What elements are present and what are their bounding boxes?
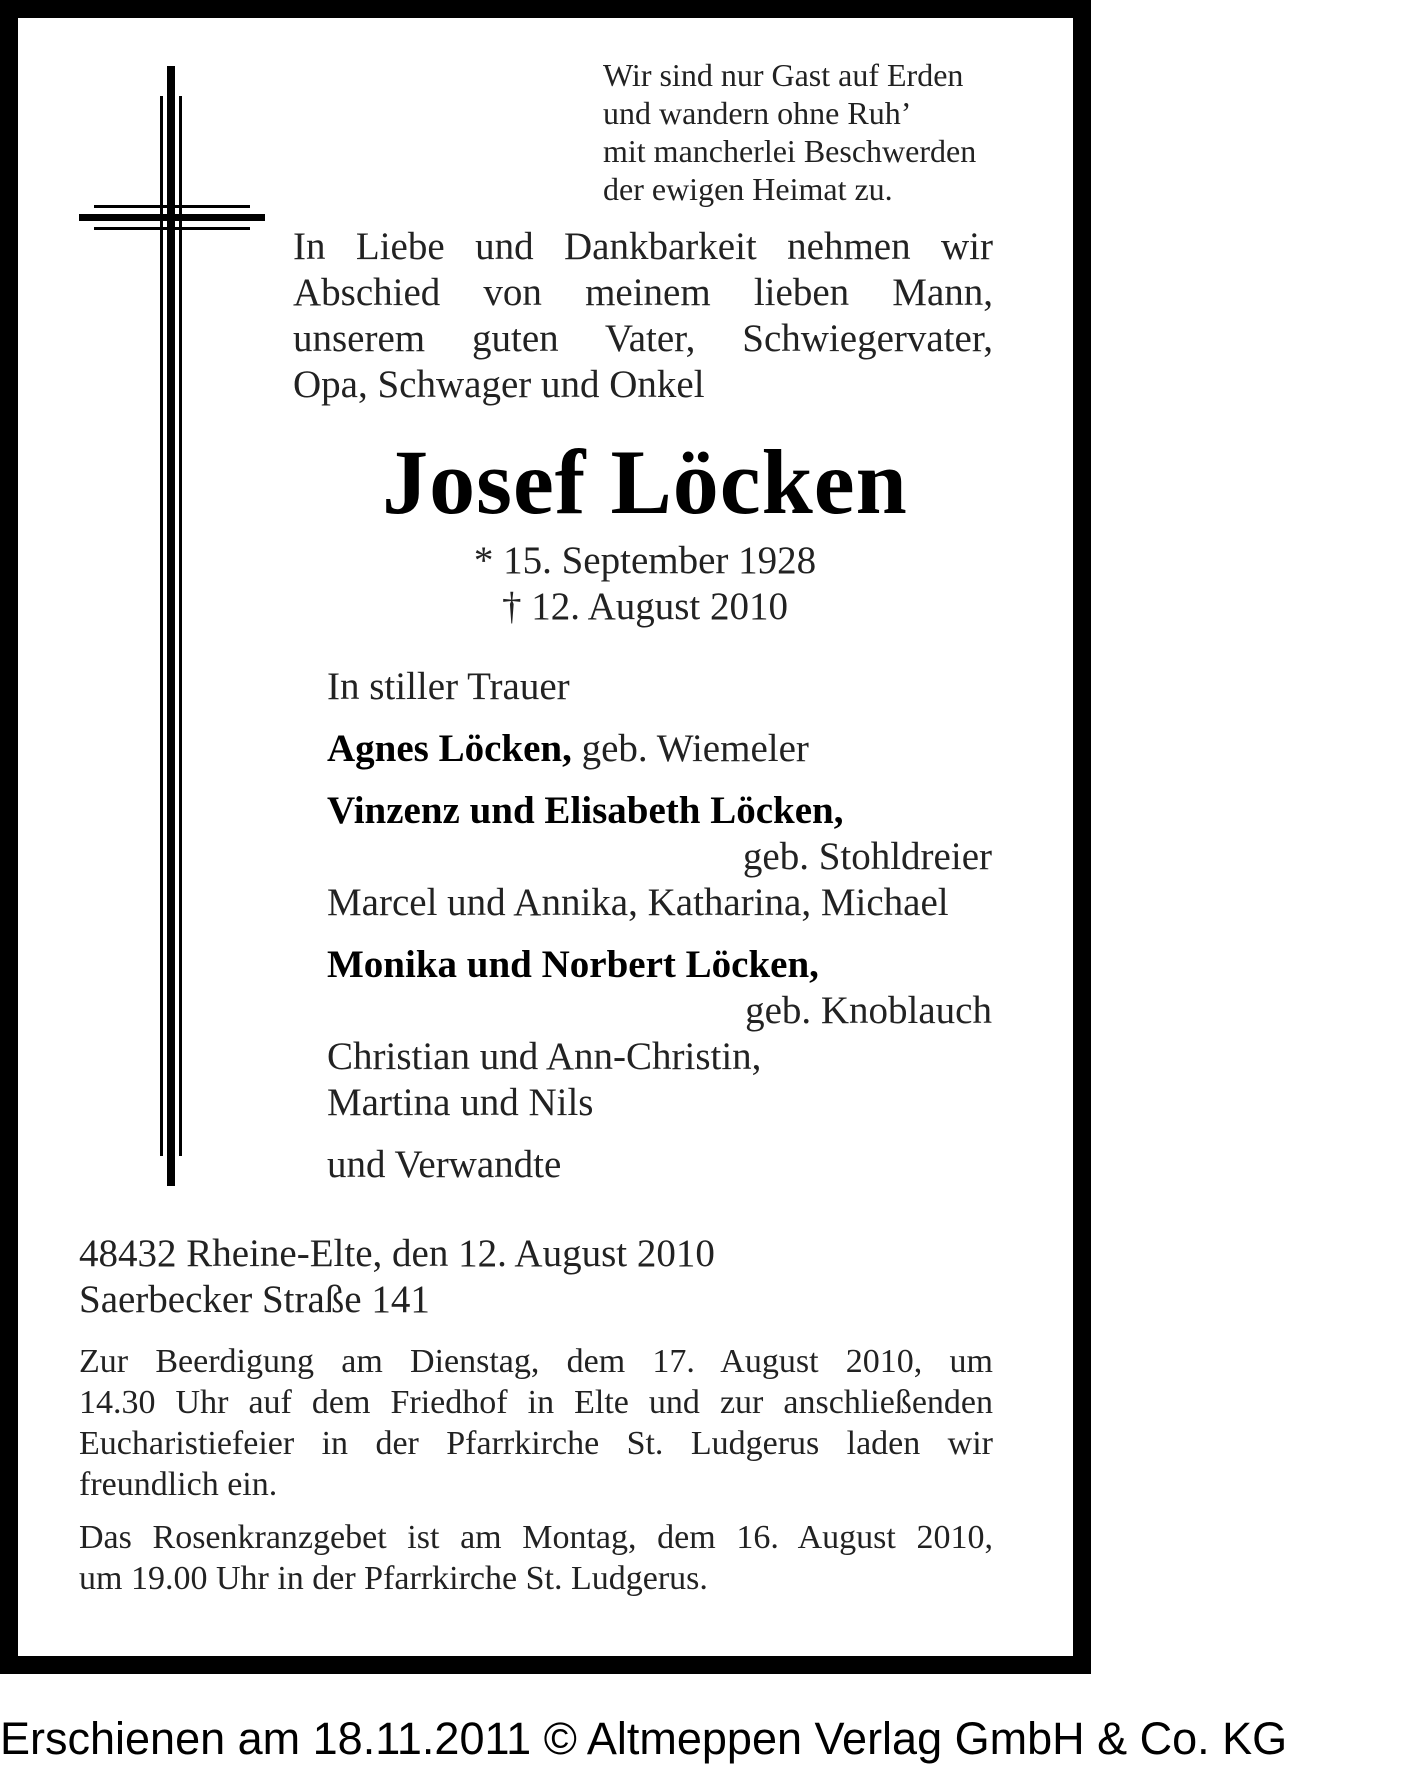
rosary-line: Das Rosenkranzgebet ist am Montag, dem 16. August 2010, — [79, 1519, 993, 1556]
burial-line: Zur Beerdigung am Dienstag, dem 17. August 2010, um — [79, 1343, 993, 1380]
mourner-wife — [327, 726, 992, 772]
poem-line: mit mancherlei Beschwerden — [603, 133, 977, 169]
deceased-name: Josef Löcken — [382, 431, 908, 533]
place-date: 48432 Rheine-Elte, den 12. August 2010 — [79, 1232, 715, 1275]
mourner-family-name — [327, 942, 992, 988]
mourning-heading: In stiller Trauer — [327, 665, 570, 708]
burial-line: Eucharistiefeier in der Pfarrkirche St. Ludgerus laden wir — [79, 1425, 993, 1462]
poem-line: Wir sind nur Gast auf Erden — [603, 57, 964, 93]
grandchildren: Marcel und Annika, Katharina, Michael — [327, 881, 949, 924]
mourner-name: Agnes Löcken, — [327, 727, 572, 770]
rosary-line: um 19.00 Uhr in der Pfarrkirche St. Ludgerus. — [79, 1560, 708, 1597]
maiden-name: geb. Stohldreier — [742, 835, 992, 878]
place-and-address — [79, 1231, 715, 1323]
maiden-name: geb. Knoblauch — [745, 989, 992, 1032]
burial-line: 14.30 Uhr auf dem Friedhof in Elte und zur anschließenden — [79, 1384, 993, 1421]
relatives: und Verwandte — [327, 1143, 562, 1186]
poem-line: der ewigen Heimat zu. — [603, 171, 893, 207]
mourner-family-name — [327, 788, 992, 834]
maiden-name: geb. Wiemeler — [581, 727, 809, 770]
intro-line: Opa, Schwager und Onkel — [293, 363, 705, 406]
grandchildren: Martina und Nils — [327, 1081, 594, 1124]
funeral-details — [79, 1341, 993, 1599]
life-dates — [0, 538, 1290, 630]
mourners-list — [327, 664, 992, 1188]
intro-line: unserem guten Vater, Schwiegervater, — [293, 317, 993, 360]
intro-line: In Liebe und Dankbarkeit nehmen wir — [293, 225, 993, 268]
burial-line: freundlich ein. — [79, 1466, 278, 1503]
publication-credit: Erschienen am 18.11.2011 © Altmeppen Verlag GmbH & Co. KG — [0, 1713, 1288, 1764]
poem-line: und wandern ohne Ruh’ — [603, 95, 912, 131]
intro-line: Abschied von meinem lieben Mann, — [293, 271, 993, 314]
poem-verse — [603, 56, 976, 208]
street-address: Saerbecker Straße 141 — [79, 1278, 430, 1321]
death-date: † 12. August 2010 — [501, 585, 789, 628]
birth-date: * 15. September 1928 — [473, 539, 817, 582]
grandchildren: Christian und Ann-Christin, — [327, 1035, 762, 1078]
intro-text — [293, 224, 993, 408]
mourner-name: Monika und Norbert Löcken, — [327, 943, 819, 986]
mourner-name: Vinzenz und Elisabeth Löcken, — [327, 789, 844, 832]
